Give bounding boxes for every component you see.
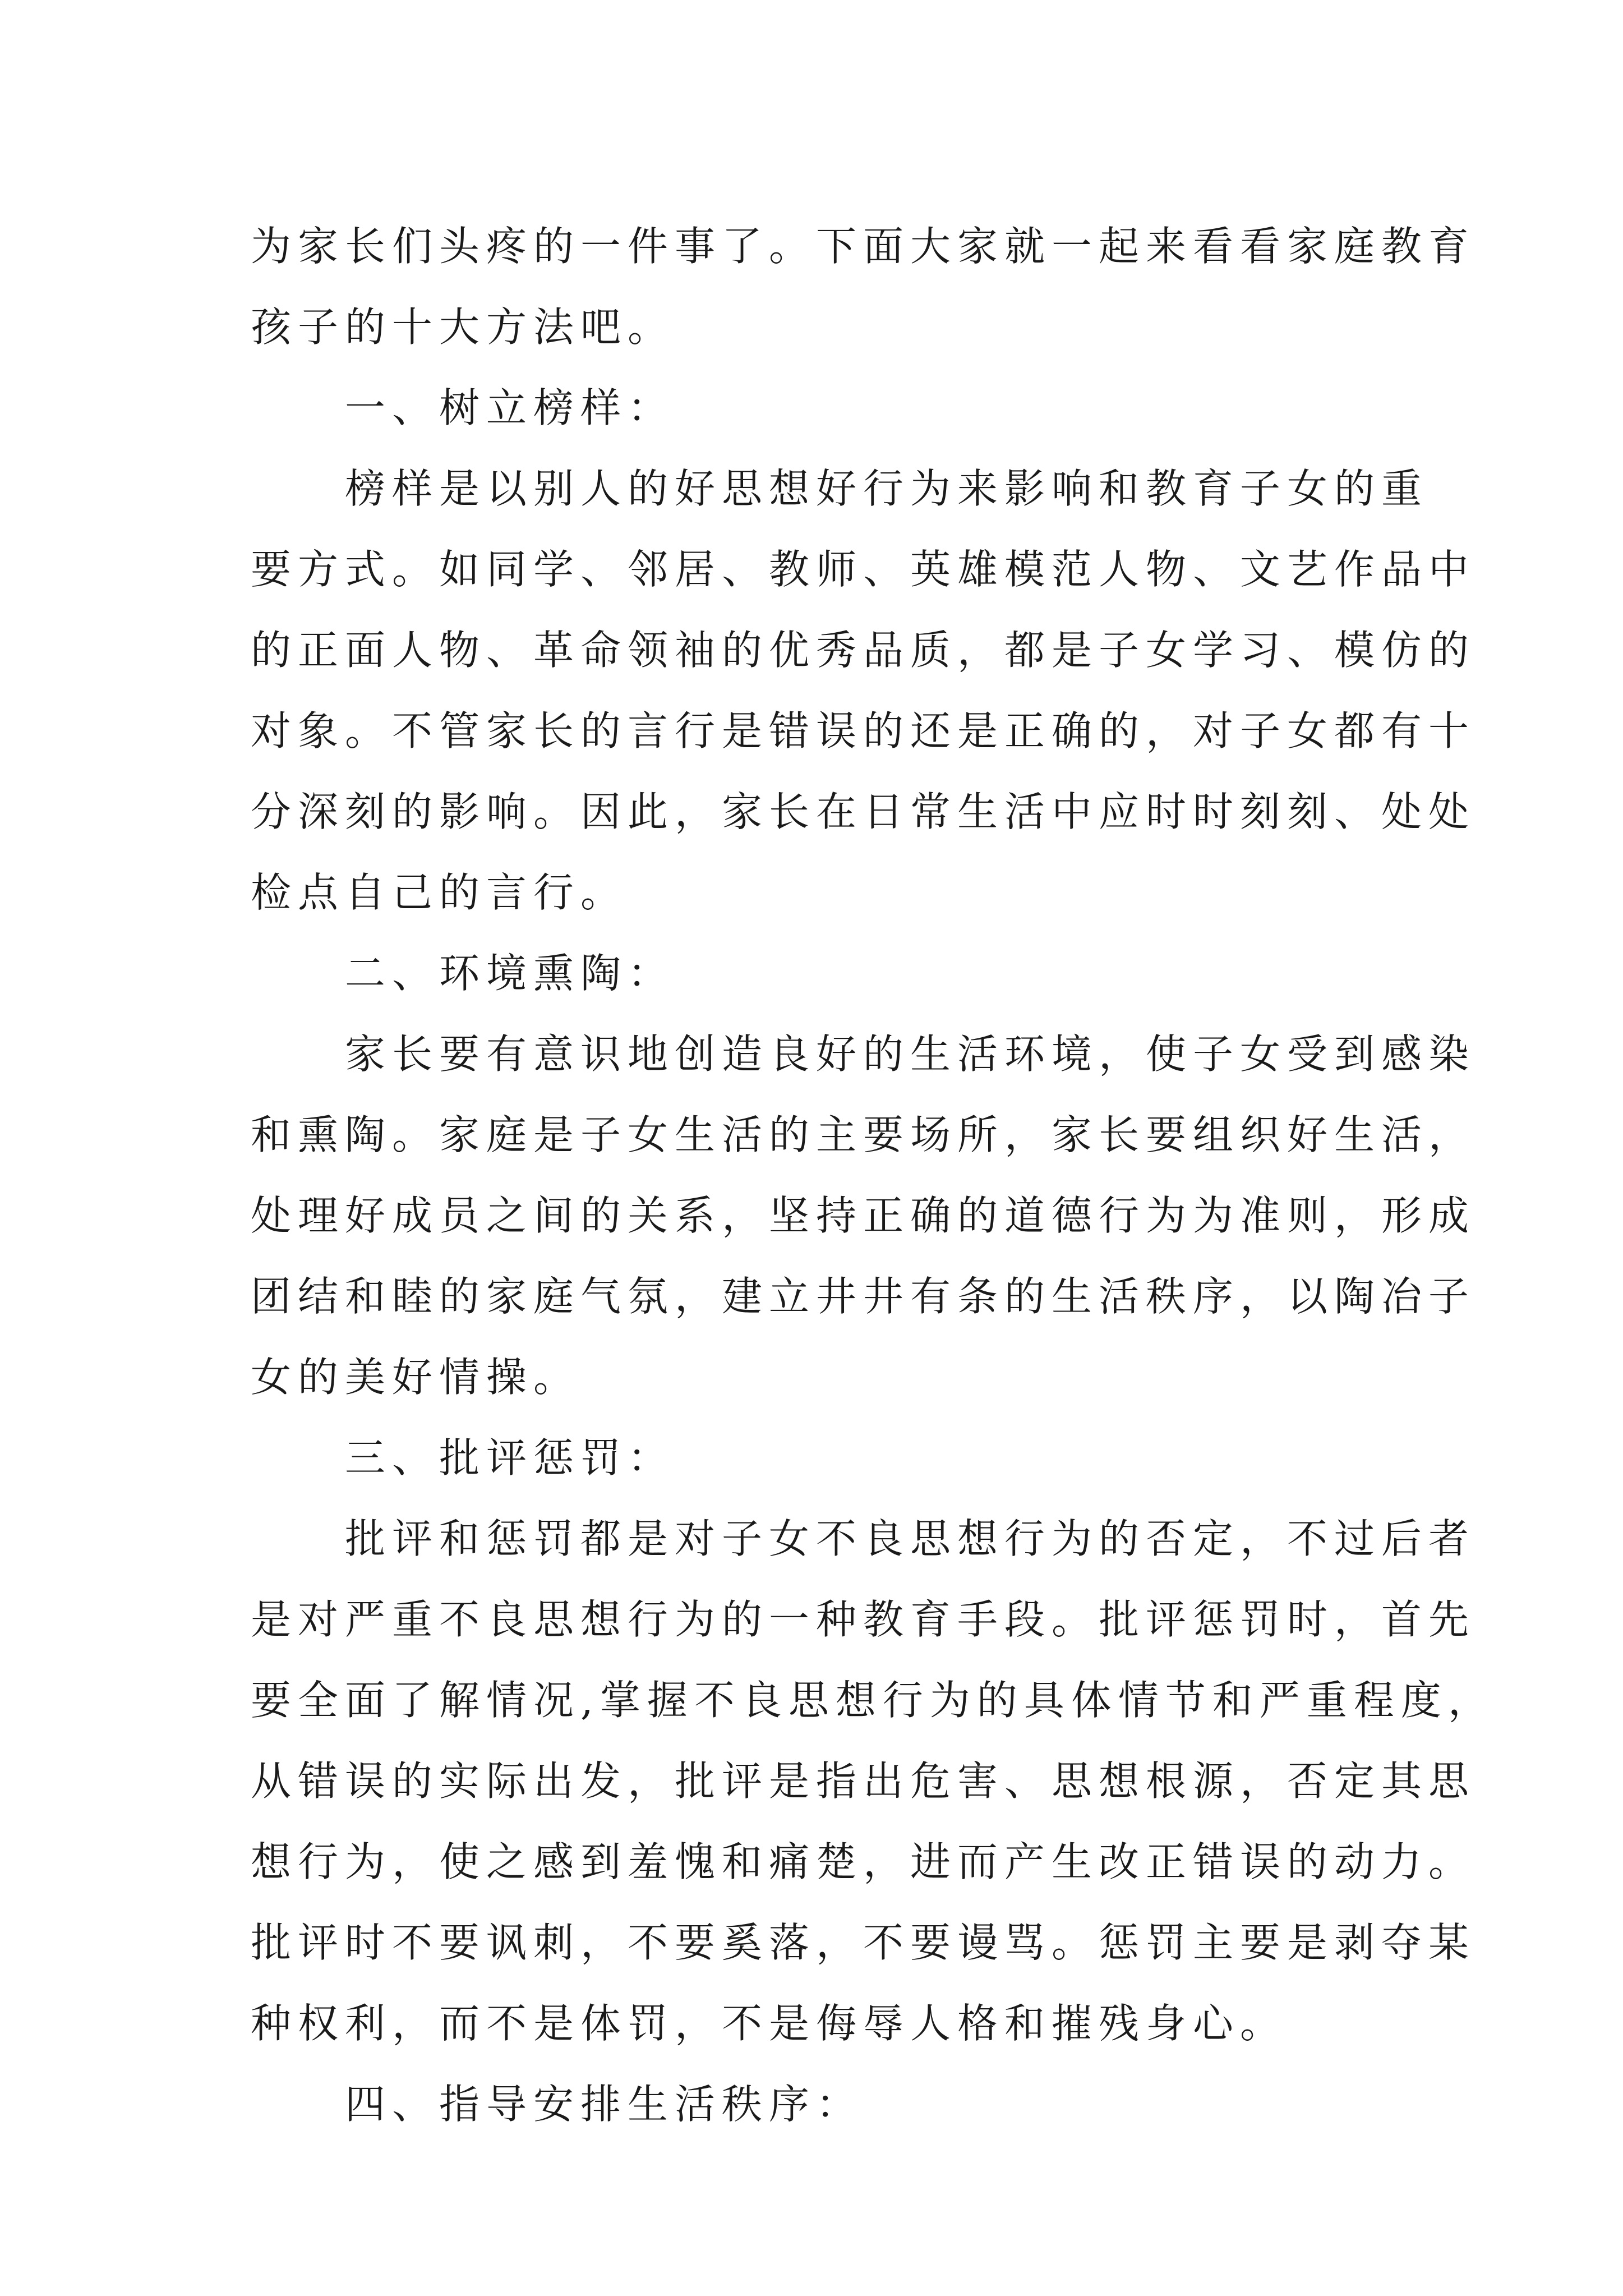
text-line: 和熏陶。家庭是子女生活的主要场所，家长要组织好生活，: [251, 1111, 1476, 1158]
text-line: 女的美好情操。: [251, 1354, 581, 1401]
section-heading-4: 四、指导安排生活秩序：: [345, 2081, 864, 2128]
text-line: 是对严重不良思想行为的一种教育手段。批评惩罚时，首先: [251, 1596, 1476, 1643]
text-line: 处理好成员之间的关系，坚持正确的道德行为为准则，形成: [251, 1192, 1476, 1239]
text-line: 从错误的实际出发，批评是指出危害、思想根源，否定其思: [251, 1757, 1476, 1805]
text-line: 种权利，而不是体罚，不是侮辱人格和摧残身心。: [251, 2000, 1288, 2047]
text-line: 要全面了解情况,掌握不良思想行为的具体情节和严重程度，: [251, 1677, 1495, 1724]
text-line: 为家长们头疼的一件事了。下面大家就一起来看看家庭教育: [251, 223, 1476, 270]
section-heading-3: 三、批评惩罚：: [345, 1434, 675, 1481]
text-line: 想行为，使之感到羞愧和痛楚，进而产生改正错误的动力。: [251, 1838, 1476, 1885]
section-heading-1: 一、树立榜样：: [345, 384, 675, 431]
text-line: 的正面人物、革命领袖的优秀品质，都是子女学习、模仿的: [251, 627, 1476, 674]
text-line: 检点自己的言行。: [251, 869, 628, 916]
text-line: 分深刻的影响。因此，家长在日常生活中应时时刻刻、处处: [251, 788, 1476, 835]
text-line: 榜样是以别人的好思想好行为来影响和教育子女的重: [345, 465, 1429, 512]
text-line: 批评和惩罚都是对子女不良思想行为的否定，不过后者: [345, 1515, 1476, 1562]
body-text: [251, 206, 1495, 2145]
text-line: 批评时不要讽刺，不要奚落，不要谩骂。惩罚主要是剥夺某: [251, 1919, 1476, 1966]
section-heading-2: 二、环境熏陶：: [345, 950, 675, 997]
text-line: 家长要有意识地创造良好的生活环境，使子女受到感染: [345, 1030, 1476, 1078]
text-line: 孩子的十大方法吧。: [251, 303, 675, 351]
text-line: 团结和睦的家庭气氛，建立井井有条的生活秩序，以陶冶子: [251, 1273, 1476, 1320]
text-line: 对象。不管家长的言行是错误的还是正确的，对子女都有十: [251, 707, 1476, 754]
text-line: 要方式。如同学、邻居、教师、英雄模范人物、文艺作品中: [251, 546, 1476, 593]
